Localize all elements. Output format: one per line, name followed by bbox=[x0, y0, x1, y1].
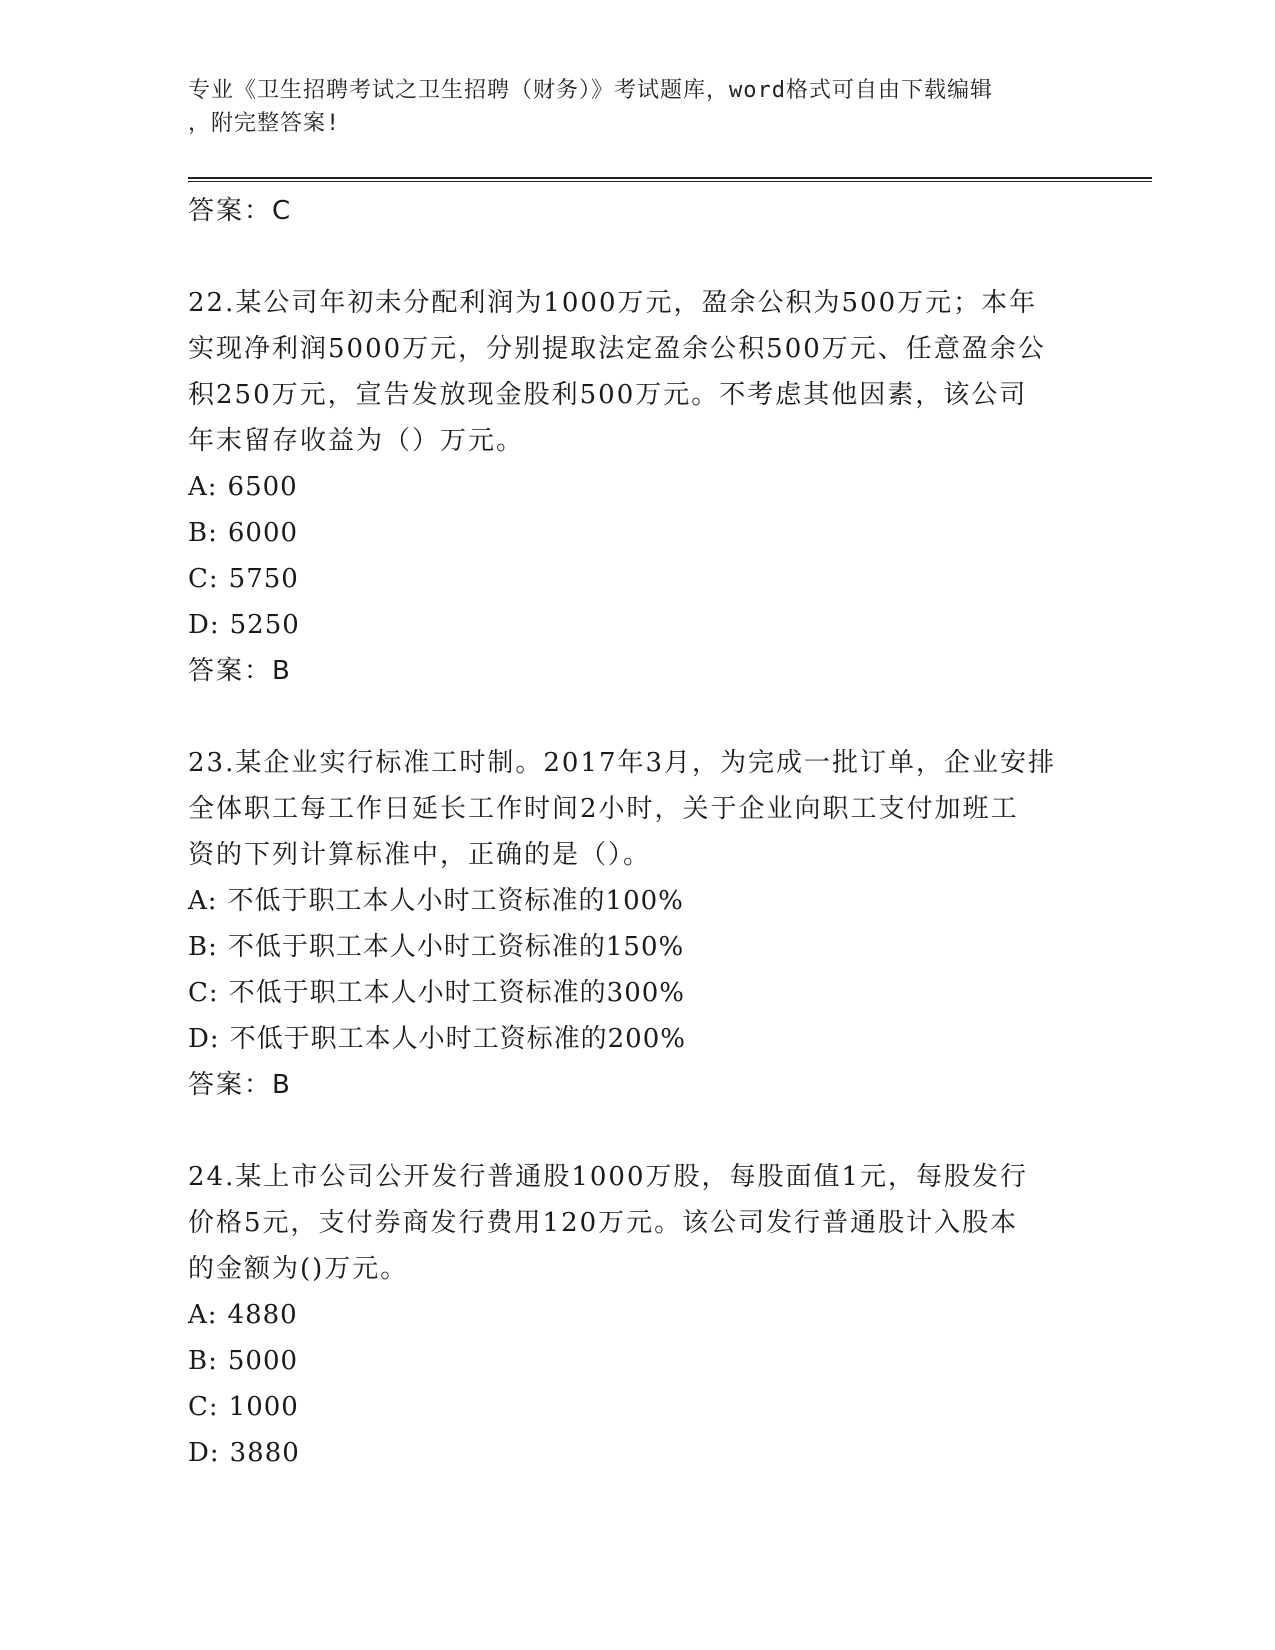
answer-21: 答案：C bbox=[188, 196, 293, 226]
question-22 bbox=[188, 280, 1088, 694]
option-label: D: bbox=[188, 1438, 220, 1468]
option-text: 不低于职工本人小时工资标准的150% bbox=[227, 932, 685, 962]
option-text: 不低于职工本人小时工资标准的100% bbox=[227, 886, 684, 916]
option-text: 5000 bbox=[227, 1346, 299, 1376]
option-label: A: bbox=[188, 886, 218, 916]
option-label: C: bbox=[188, 978, 219, 1008]
option-label: C: bbox=[188, 1392, 219, 1422]
option-b bbox=[188, 510, 1088, 556]
option-text: 不低于职工本人小时工资标准的300% bbox=[228, 978, 685, 1008]
option-a bbox=[188, 878, 1088, 924]
question-23 bbox=[188, 740, 1088, 1108]
question-24 bbox=[188, 1154, 1088, 1476]
stem-line: 资的下列计算标准中，正确的是（）。 bbox=[188, 840, 652, 870]
option-text: 3880 bbox=[229, 1438, 300, 1468]
option-label: B: bbox=[188, 518, 218, 548]
question-stem bbox=[188, 740, 1088, 878]
option-b bbox=[188, 1338, 1088, 1384]
option-d bbox=[188, 602, 1088, 648]
header-divider-thin bbox=[188, 181, 1152, 182]
option-b bbox=[188, 924, 1088, 970]
stem-line: 全体职工每工作日延长工作时间2小时，关于企业向职工支付加班工 bbox=[188, 794, 1019, 824]
option-a bbox=[188, 1292, 1088, 1338]
option-label: B: bbox=[188, 1346, 218, 1376]
option-text: 4880 bbox=[227, 1300, 298, 1330]
option-c bbox=[188, 1384, 1088, 1430]
option-label: D: bbox=[188, 1024, 220, 1054]
option-text: 5250 bbox=[229, 610, 300, 640]
option-label: D: bbox=[188, 610, 220, 640]
header-line-1: 专业《卫生招聘考试之卫生招聘（财务）》考试题库，word格式可自由下载编辑 bbox=[188, 78, 993, 103]
stem-line: 22.某公司年初未分配利润为1000万元，盈余公积为500万元；本年 bbox=[188, 288, 1038, 318]
stem-line: 积250万元，宣告发放现金股利500万元。不考虑其他因素，该公司 bbox=[188, 380, 1028, 410]
document-header bbox=[188, 74, 1088, 140]
option-d bbox=[188, 1016, 1088, 1062]
answer-23: 答案：B bbox=[188, 1070, 292, 1100]
option-label: A: bbox=[188, 472, 218, 502]
stem-line: 的金额为()万元。 bbox=[188, 1254, 409, 1284]
stem-line: 实现净利润5000万元，分别提取法定盈余公积500万元、任意盈余公 bbox=[188, 334, 1046, 364]
option-label: B: bbox=[188, 932, 218, 962]
answer-22: 答案：B bbox=[188, 656, 292, 686]
option-text: 5750 bbox=[228, 564, 299, 594]
option-a bbox=[188, 464, 1088, 510]
stem-line: 24.某上市公司公开发行普通股1000万股，每股面值1元，每股发行 bbox=[188, 1162, 1029, 1192]
question-stem bbox=[188, 1154, 1088, 1292]
option-text: 不低于职工本人小时工资标准的200% bbox=[229, 1024, 686, 1054]
option-c bbox=[188, 556, 1088, 602]
header-line-2: ，附完整答案! bbox=[188, 111, 341, 136]
option-label: C: bbox=[188, 564, 219, 594]
stem-line: 年末留存收益为（）万元。 bbox=[188, 426, 525, 456]
option-d bbox=[188, 1430, 1088, 1476]
stem-line: 23.某企业实行标准工时制。2017年3月，为完成一批订单，企业安排 bbox=[188, 748, 1057, 778]
option-text: 6500 bbox=[227, 472, 298, 502]
option-c bbox=[188, 970, 1088, 1016]
option-text: 1000 bbox=[228, 1392, 299, 1422]
question-stem bbox=[188, 280, 1088, 464]
option-label: A: bbox=[188, 1300, 218, 1330]
option-text: 6000 bbox=[227, 518, 299, 548]
document-body bbox=[188, 188, 1088, 1476]
header-divider-thick bbox=[188, 177, 1152, 179]
stem-line: 价格5元，支付券商发行费用120万元。该公司发行普通股计入股本 bbox=[188, 1208, 1019, 1238]
